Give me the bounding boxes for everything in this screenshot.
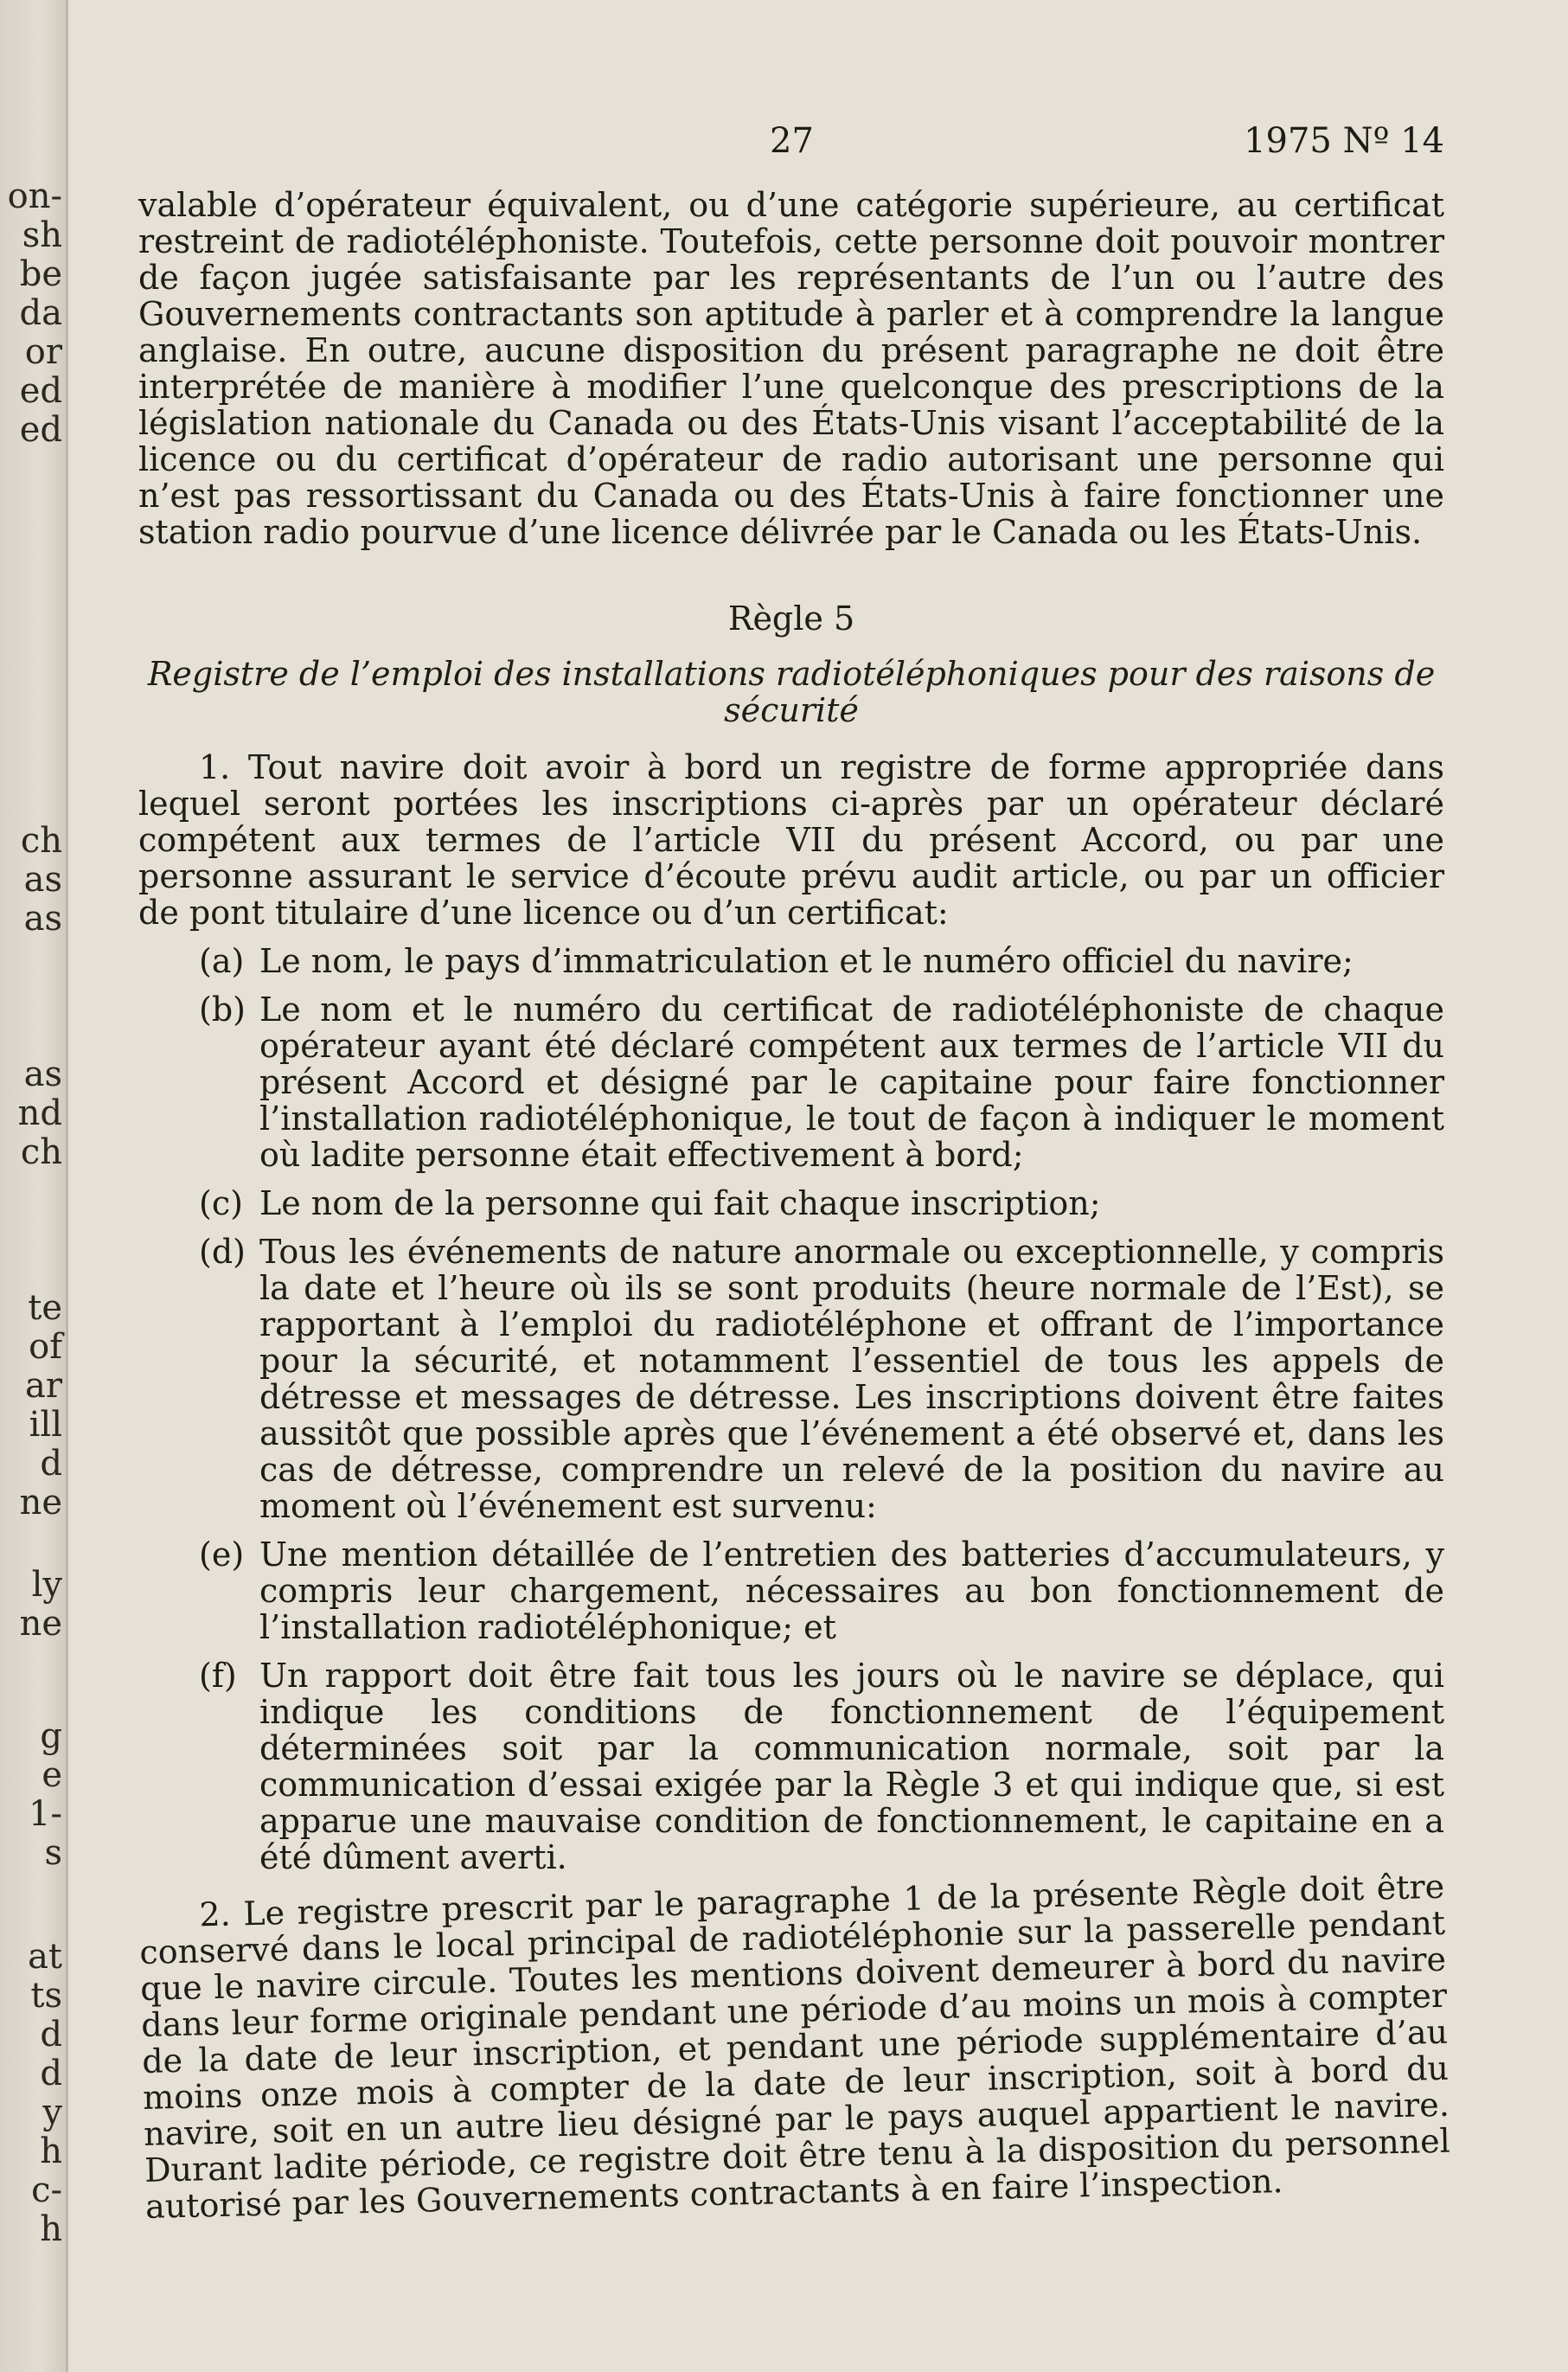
margin-fragment: d (40, 2054, 62, 2093)
margin-fragment: as (23, 899, 62, 939)
list-item (138, 991, 1444, 1173)
issue-number: 1975 Nº 14 (1244, 121, 1444, 161)
margin-fragment: ne (19, 1604, 62, 1644)
margin-fragment: ly (31, 1565, 62, 1605)
margin-fragment: at (28, 1937, 62, 1977)
page-number: 27 (770, 121, 814, 161)
margin-fragment: 1- (29, 1794, 62, 1834)
margin-fragment: ed (19, 410, 62, 450)
rule-subtitle: Registre de l’emploi des installations radiotéléphoniques pour des raisons de sécurité (147, 655, 1436, 729)
margin-fragment: ed (19, 371, 62, 411)
item-text: Le nom de la personne qui fait chaque inscription; (259, 1184, 1101, 1222)
list-item (138, 1234, 1444, 1524)
margin-fragment: y (42, 2093, 62, 2132)
margin-fragment: sh (22, 215, 62, 255)
margin-fragment: c- (31, 2170, 62, 2210)
margin-fragment: ar (25, 1366, 62, 1406)
margin-fragment: nd (17, 1093, 62, 1133)
margin-fragment: of (29, 1327, 62, 1367)
list-item (138, 1185, 1444, 1221)
margin-fragment: h (40, 2209, 62, 2249)
margin-fragment: ill (29, 1405, 62, 1445)
margin-fragment: d (40, 1444, 62, 1484)
item-text: Tous les événements de nature anormale ou exceptionnelle, y compris la date et l’heure où ils se sont produits (heure normale de l’Est), se rapportant à l’emploi du radiotéléphone et offrant de l’importance pour la sécurité, et notamment l’essentiel de tous les appels de détresse et messages de détresse. Les inscriptions doivent être faites aussitôt que possible après que l’événement a été observé et, dans les cas de détresse, comprendre un relevé de la position du navire au moment où l’événement est survenu: (259, 1233, 1444, 1525)
item-label: (c) (199, 1184, 243, 1222)
margin-fragment: on- (7, 176, 62, 216)
rule-title: Règle 5 (727, 599, 855, 638)
list-item (138, 1657, 1444, 1875)
item-label: (e) (199, 1535, 245, 1574)
paragraph-1: 1. Tout navire doit avoir à bord un registre de forme appropriée dans lequel seront portées les inscriptions ci-après par un opérateur déclaré compétent aux termes de l’article VII du présent Accord, ou par une personne assurant le service d’écoute prévu audit article, ou par un officier de pont titulaire d’une licence ou d’un certificat: (138, 748, 1444, 932)
paragraph-continued: valable d’opérateur équivalent, ou d’une catégorie supérieure, au certificat restreint de radiotéléphoniste. Toutefois, cette personne doit pouvoir montrer de façon jugée satisfaisante par les représentants de l’un ou l’autre des Gouvernements contractants son aptitude à parler et à comprendre la langue anglaise. En outre, aucune disposition du présent paragraphe ne doit être interprétée de manière à modifier l’une quelconque des prescriptions de la législation nationale du Canada ou des États-Unis visant l’acceptabilité de la licence ou du certificat d’opérateur de radio autorisant une personne qui n’est pas ressortissant du Canada ou des États-Unis à faire fonctionner une station radio pourvue d’une licence délivrée par le Canada ou les États-Unis. (138, 186, 1444, 551)
margin-fragment: te (28, 1288, 62, 1328)
margin-fragment: g (40, 1716, 62, 1756)
item-text: Le nom et le numéro du certificat de radiotéléphoniste de chaque opérateur ayant été déclaré compétent aux termes de l’article VII du présent Accord et désigné par le capitaine pour faire fonctionner l’installation radiotéléphonique, le tout de façon à indiquer le moment où ladite personne était effectivement à bord; (259, 990, 1444, 1174)
margin-fragment: h (40, 2132, 62, 2171)
margin-fragment: or (24, 332, 62, 372)
item-label: (b) (199, 990, 246, 1029)
margin-fragment: da (19, 293, 62, 333)
binding-fold (66, 0, 68, 2372)
item-text: Le nom, le pays d’immatriculation et le numéro officiel du navire; (259, 942, 1354, 980)
page-body (138, 121, 1451, 2226)
list-item (138, 943, 1444, 979)
page-header (138, 121, 1444, 173)
item-list (138, 943, 1444, 1875)
margin-fragment: ts (30, 1976, 62, 2016)
item-label: (a) (199, 942, 245, 980)
item-label: (d) (199, 1233, 246, 1271)
margin-fragment: be (19, 254, 62, 294)
item-text: Une mention détaillée de l’entretien des batteries d’accumulateurs, y compris leur chargement, nécessaires au bon fonctionnement de l’installation radiotéléphonique; et (259, 1535, 1444, 1646)
margin-fragment: as (23, 1055, 62, 1094)
margin-fragment: ch (20, 821, 62, 861)
margin-fragment: ch (20, 1132, 62, 1172)
margin-fragment: e (42, 1755, 62, 1795)
paragraph-2: 2. Le registre prescrit par le paragraphe 1 de la présente Règle doit être conservé dans le local principal de radiotéléphonie sur la passerelle pendant que le navire circule. Toutes les mentions doivent demeurer à bord du navire dans leur forme originale pendant une période d’au moins un mois à compter de la date de leur inscription, et pendant une période supplémentaire d’au moins onze mois à compter de la date de leur inscription, soit à bord du navire, soit en un autre lieu désigné par le pays auquel appartient le navire. Durant ladite période, ce registre doit être tenu à la disposition du personnel autorisé par les Gouvernements contractants à en faire l’inspection. (138, 1867, 1451, 2226)
margin-fragment: s (44, 1833, 62, 1873)
list-item (138, 1536, 1444, 1645)
item-text: Un rapport doit être fait tous les jours où le navire se déplace, qui indique les conditions de fonctionnement de l’équipement déterminées soit par la communication normale, soit par la communication d’essai exigée par la Règle 3 et qui indique que, si est apparue une mauvaise condition de fonctionnement, le capitaine en a été dûment averti. (259, 1657, 1444, 1876)
margin-fragment: as (23, 860, 62, 900)
item-label: (f) (199, 1657, 237, 1695)
margin-fragment: d (40, 2015, 62, 2055)
margin-fragment: ne (19, 1483, 62, 1523)
